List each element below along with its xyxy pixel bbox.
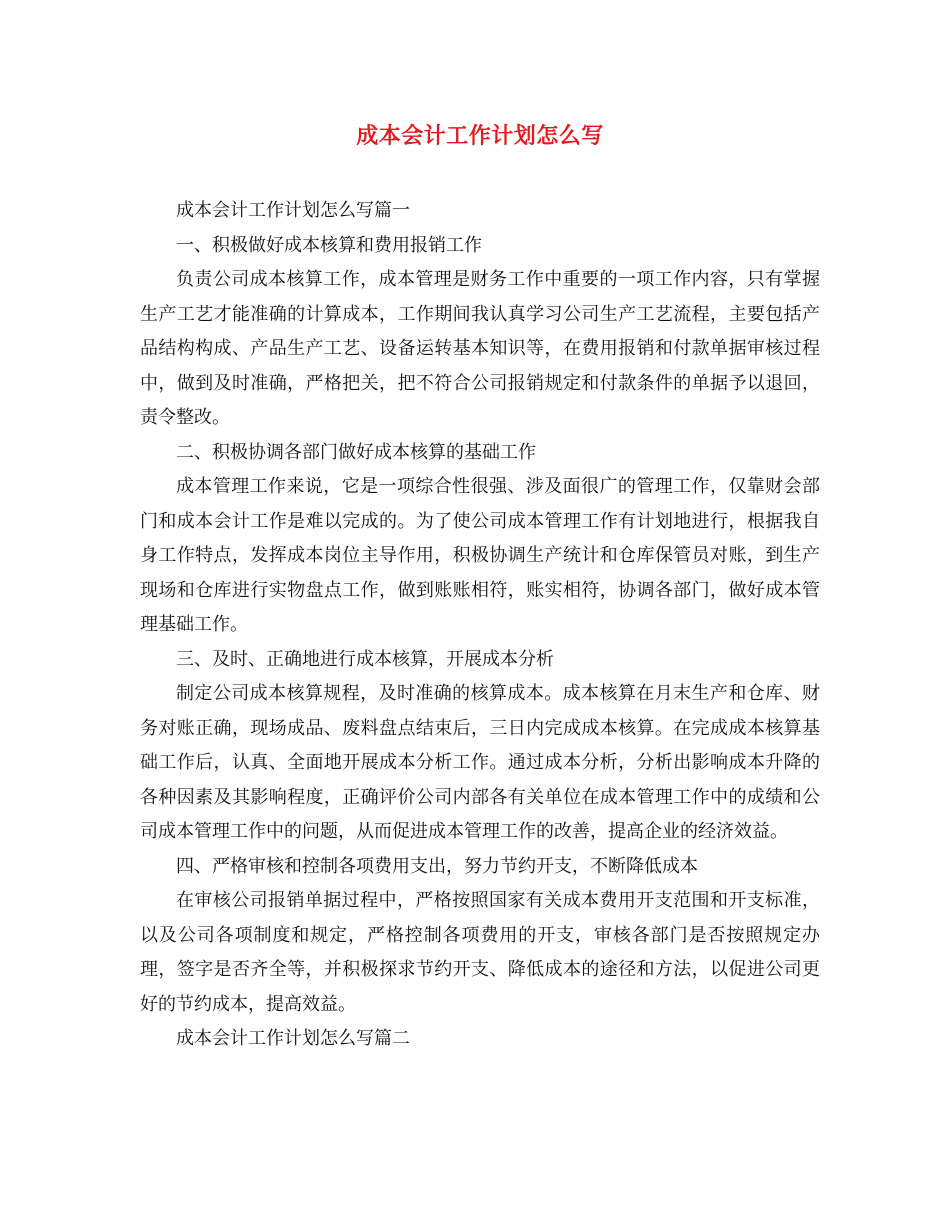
paragraph-heading-4: 四、严格审核和控制各项费用支出，努力节约开支，不断降低成本 bbox=[176, 855, 698, 877]
paragraph-section-heading-2: 成本会计工作计划怎么写篇二 bbox=[176, 1028, 410, 1049]
paragraph-heading-3: 三、及时、正确地进行成本核算，开展成本分析 bbox=[176, 648, 554, 670]
paragraph-heading-1: 一、积极做好成本核算和费用报销工作 bbox=[176, 234, 482, 256]
document-body bbox=[140, 194, 820, 1057]
paragraph-heading-2: 二、积极协调各部门做好成本核算的基础工作 bbox=[176, 441, 536, 463]
paragraph-body-3: 制定公司成本核算规程，及时准确的核算成本。成本核算在月末生产和仓库、财务对账正确，现场成品、废料盘点结束后，三日内完成成本核算。在完成成本核算基础工作后，认真、全面地开展成本分析工作。通过成本分析，分析出影响成本升降的各种因素及其影响程度，正确评价公司内部各有关单位在成本管理工作中的成绩和公司成本管理工作中的问题，从而促进成本管理工作的改善，提高企业的经济效益。 bbox=[140, 683, 820, 842]
paragraph-body-4: 在审核公司报销单据过程中，严格按照国家有关成本费用开支范围和开支标准，以及公司各项制度和规定，严格控制各项费用的开支，审核各部门是否按照规定办理，签字是否齐全等，并积极探求节约开支、降低成本的途径和方法，以促进公司更好的节约成本，提高效益。 bbox=[140, 890, 820, 1015]
paragraph-body-2: 成本管理工作来说，它是一项综合性很强、涉及面很广的管理工作，仅靠财会部门和成本会计工作是难以完成的。为了使公司成本管理工作有计划地进行，根据我自身工作特点，发挥成本岗位主导作用，积极协调生产统计和仓库保管员对账，到生产现场和仓库进行实物盘点工作，做到账账相符，账实相符，协调各部门，做好成本管理基础工作。 bbox=[140, 476, 820, 635]
paragraph-section-heading: 成本会计工作计划怎么写篇一 bbox=[176, 200, 410, 221]
document-title: 成本会计工作计划怎么写 bbox=[356, 123, 604, 149]
paragraph-body-1: 负责公司成本核算工作，成本管理是财务工作中重要的一项工作内容，只有掌握生产工艺才能准确的计算成本，工作期间我认真学习公司生产工艺流程，主要包括产品结构构成、产品生产工艺、设备运转基本知识等，在费用报销和付款单据审核过程中，做到及时准确，严格把关，把不符合公司报销规定和付款条件的单据予以退回，责令整改。 bbox=[140, 269, 820, 428]
